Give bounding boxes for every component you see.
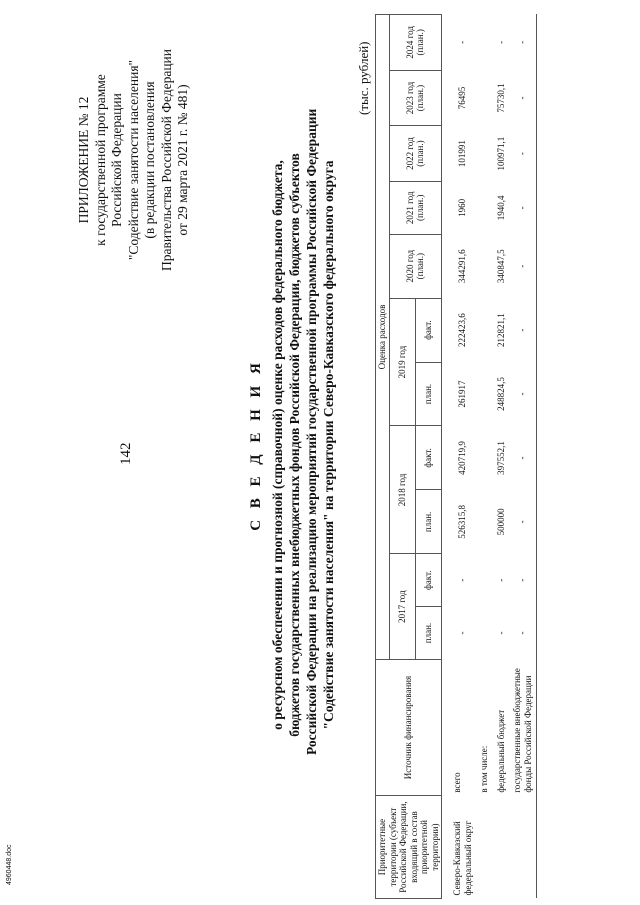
cell-value [476, 298, 493, 362]
cell-value: 397552,1 [495, 441, 506, 475]
header-2017-plan: план. [415, 607, 441, 660]
header-2018-fact: факт. [415, 426, 441, 490]
page-number: 142 [118, 442, 134, 465]
cell-value: 212821,1 [495, 313, 506, 347]
cell-value [476, 70, 493, 126]
header-source: Источник финансирования [376, 659, 442, 795]
heading-title: С В Е Д Е Н И Я [248, 359, 264, 531]
appendix-line: Российской Федерации [109, 93, 124, 227]
cell-value: - [509, 554, 537, 607]
header-2018-plan: план. [415, 490, 441, 554]
cell-value: 261917 [457, 380, 468, 408]
header-2018: 2018 год [389, 426, 415, 554]
cell-territory [493, 796, 510, 899]
appendix-line: Правительства Российской Федерации [158, 49, 174, 271]
table-row [476, 15, 493, 899]
appendix-block [76, 15, 192, 305]
table-row [442, 15, 477, 899]
cell-source: в том числе: [479, 745, 489, 793]
cell-value [476, 490, 493, 554]
cell-value: - [509, 607, 537, 660]
cell-value [476, 607, 493, 660]
cell-value: 1960 [457, 198, 468, 217]
cell-value: 75730,1 [495, 83, 506, 113]
cell-value: - [457, 631, 468, 635]
cell-value: - [495, 40, 506, 44]
header-2017: 2017 год [389, 554, 415, 660]
header-2023: 2023 год (план.) [389, 70, 442, 126]
cell-value [476, 126, 493, 182]
heading-line: Российской Федерации на реализацию мероприятий государственной программы Российской Федерации [304, 108, 319, 755]
cell-territory: Северо-Кавказский федеральный округ [452, 820, 473, 896]
cell-value: 420719,9 [457, 441, 468, 475]
cell-value: 248824,5 [495, 377, 506, 411]
cell-value [476, 181, 493, 234]
cell-value: - [509, 490, 537, 554]
cell-value: - [509, 234, 537, 298]
file-footer: 4960448.doc [6, 844, 13, 885]
cell-value: - [509, 181, 537, 234]
cell-value: 1940,4 [495, 195, 506, 221]
cell-value: 101991 [457, 140, 468, 168]
cell-value: - [509, 126, 537, 182]
header-territory: Приоритетные территории (субъект Российской Федерации, входящий в состав приоритетной территории) [376, 796, 442, 899]
cell-value: 100971,1 [495, 136, 506, 171]
cell-territory [509, 796, 537, 899]
appendix-line: "Содействие занятости населения" [125, 59, 141, 261]
cell-value: - [509, 298, 537, 362]
cell-value: - [509, 426, 537, 490]
units-label: (тыс. рублей) [356, 41, 371, 115]
header-2020: 2020 год (план.) [389, 234, 442, 298]
header-2022: 2022 год (план.) [389, 126, 442, 182]
appendix-line: к государственной программе [92, 74, 108, 246]
cell-value: - [457, 40, 468, 44]
cell-value: - [495, 631, 506, 635]
finance-table [375, 14, 537, 899]
cell-value [476, 426, 493, 490]
cell-value: - [457, 578, 468, 582]
heading-line: "Содействие занятости населения" на территории Северо-Кавказского федерального округа [321, 160, 336, 730]
appendix-line: ПРИЛОЖЕНИЕ № 12 [76, 96, 91, 224]
cell-territory [476, 796, 493, 899]
table-row [509, 15, 537, 899]
header-2024: 2024 год (план.) [389, 15, 442, 71]
header-2019-fact: факт. [415, 298, 441, 362]
appendix-line: от 29 марта 2021 г. № 481) [175, 84, 190, 236]
cell-value: - [495, 578, 506, 582]
cell-value [476, 15, 493, 71]
cell-value [476, 554, 493, 607]
cell-value [476, 362, 493, 426]
header-estimate: Оценка расходов [376, 15, 390, 660]
header-2021: 2021 год (план.) [389, 181, 442, 234]
heading-line: бюджетов государственных внебюджетных фондов Российской Федерации, бюджетов субъектов [287, 153, 302, 737]
cell-value: 526315,8 [457, 505, 468, 539]
document-heading [248, 108, 337, 755]
table-row [493, 15, 510, 899]
header-2019: 2019 год [389, 298, 415, 426]
cell-value: - [509, 362, 537, 426]
cell-value: 76495 [457, 86, 468, 110]
cell-value: 500000 [495, 508, 506, 536]
cell-value [476, 234, 493, 298]
heading-line: о ресурсном обеспечении и прогнозной (справочной) оценке расходов федерального бюджета, [270, 160, 285, 730]
cell-source: федеральный бюджет [495, 709, 506, 793]
cell-source: всего [452, 772, 462, 793]
header-2017-fact: факт. [415, 554, 441, 607]
cell-value: - [509, 15, 537, 71]
appendix-line: (в редакции постановления [142, 81, 157, 239]
cell-value: 340847,5 [495, 249, 506, 284]
cell-value: 344291,6 [457, 249, 468, 284]
header-2019-plan: план. [415, 362, 441, 426]
cell-value: - [509, 70, 537, 126]
cell-source: государственные внебюджетные фонды Российской Федерации [509, 659, 537, 795]
cell-value: 222423,6 [457, 313, 468, 347]
